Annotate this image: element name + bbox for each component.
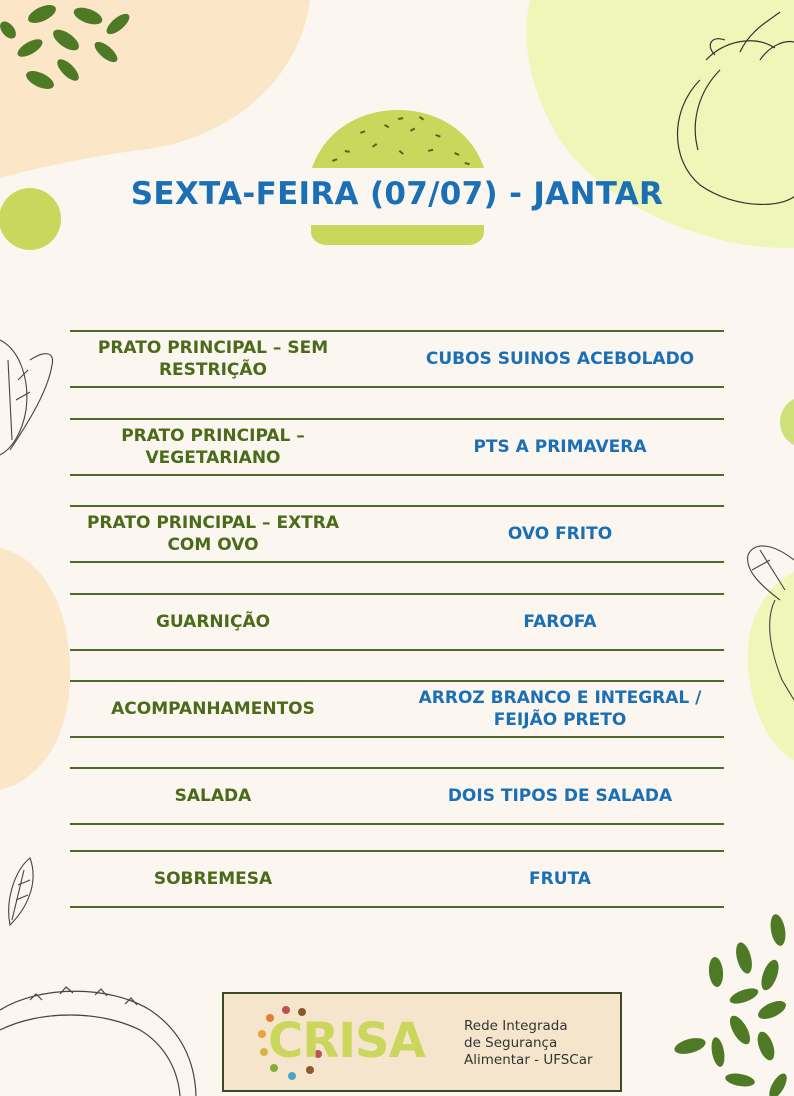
menu-row-value: ARROZ BRANCO E INTEGRAL / FEIJÃO PRETO [418,688,702,730]
menu-row-label: PRATO PRINCIPAL – VEGETARIANO [121,426,305,468]
menu-row [70,850,724,908]
menu-row-value: FRUTA [529,869,591,889]
menu-row-label: GUARNIÇÃO [155,612,271,632]
menu-row-label: SOBREMESA [153,869,273,889]
menu-row-label: PRATO PRINCIPAL – SEM RESTRIÇÃO [97,338,329,380]
menu-row-value: PTS A PRIMAVERA [473,437,647,457]
menu-row [70,680,724,738]
menu-row-value: OVO FRITO [507,524,613,544]
crisa-wordmark: CRISA [268,1013,425,1069]
menu-row-label: SALADA [174,786,252,806]
menu-row [70,767,724,825]
organization-line: de Segurança [464,1035,558,1051]
organization-name [464,1018,593,1069]
menu-row [70,418,724,476]
organization-line: Alimentar - UFSCar [464,1052,593,1068]
page-title: SEXTA-FEIRA (07/07) - JANTAR [130,176,664,212]
menu-row [70,505,724,563]
menu-row [70,330,724,388]
organization-line: Rede Integrada [464,1018,568,1034]
menu-row-value: DOIS TIPOS DE SALADA [447,786,673,806]
menu-row-label: PRATO PRINCIPAL – EXTRA COM OVO [86,513,340,555]
menu-row [70,593,724,651]
menu-row-value: FAROFA [523,612,597,632]
menu-row-value: CUBOS SUINOS ACEBOLADO [425,349,695,369]
menu-row-label: ACOMPANHAMENTOS [111,699,315,719]
